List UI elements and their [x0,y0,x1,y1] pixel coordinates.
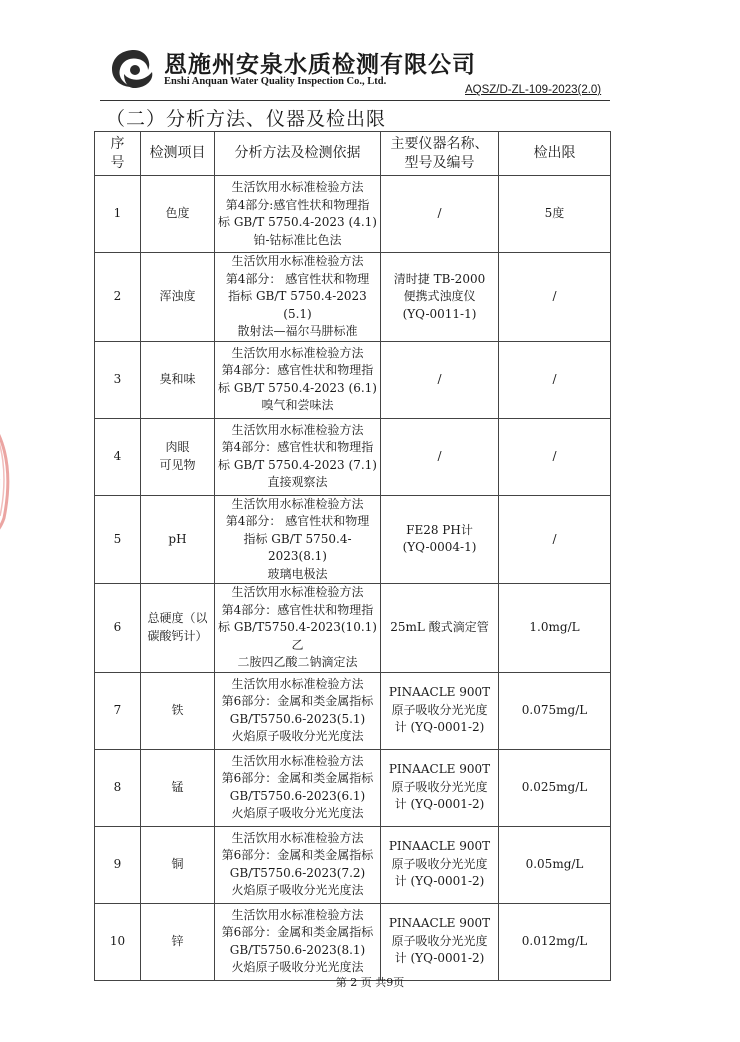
header-method: 分析方法及检测依据 [215,132,381,176]
analysis-methods-table [94,131,611,981]
cell-instrument: PINAACLE 900T 原子吸收分光光度 计 (YQ-0001-2) [381,749,499,826]
header-no: 序 号 [95,132,141,176]
cell-item: 浑浊度 [141,253,215,342]
cell-limit: 0.05mg/L [499,826,611,903]
cell-limit: 5度 [499,176,611,253]
company-name-en: Enshi Anquan Water Quality Inspection Co., Ltd. [164,76,387,87]
cell-no: 5 [95,495,141,584]
cell-instrument: / [381,176,499,253]
header-item: 检测项目 [141,132,215,176]
header-instrument: 主要仪器名称、 型号及编号 [381,132,499,176]
cell-instrument: / [381,418,499,495]
cell-method: 生活饮用水标准检验方法 第4部分： 感官性状和物理 指标 GB/T 5750.4-2023 (5.1) 散射法—福尔马肼标准 [215,253,381,342]
cell-no: 10 [95,903,141,980]
table-row [95,176,611,253]
table-row [95,495,611,584]
cell-instrument: 25mL 酸式滴定管 [381,584,499,673]
cell-item: 臭和味 [141,341,215,418]
cell-method: 生活饮用水标准检验方法 第6部分：金属和类金属指标 GB/T5750.6-2023(6.1) 火焰原子吸收分光光度法 [215,749,381,826]
table-row [95,672,611,749]
table-row [95,903,611,980]
cell-method: 生活饮用水标准检验方法 第4部分： 感官性状和物理 指标 GB/T 5750.4-2023(8.1) 玻璃电极法 [215,495,381,584]
cell-item: 色度 [141,176,215,253]
svg-text:测 [0,477,1,491]
cell-method: 生活饮用水标准检验方法 第6部分：金属和类金属指标 GB/T5750.6-2023(7.2) 火焰原子吸收分光光度法 [215,826,381,903]
cell-no: 1 [95,176,141,253]
table-row [95,253,611,342]
cell-method: 生活饮用水标准检验方法 第6部分：金属和类金属指标 GB/T5750.6-2023(8.1) 火焰原子吸收分光光度法 [215,903,381,980]
table-row [95,749,611,826]
table-row [95,341,611,418]
cell-no: 8 [95,749,141,826]
page-footer: 第 2 页 共9页 [335,976,405,989]
cell-method: 生活饮用水标准检验方法 第4部分：感官性状和物理指 标 GB/T5750.4-2023(10.1)乙 二胺四乙酸二钠滴定法 [215,584,381,673]
cell-no: 4 [95,418,141,495]
cell-limit: / [499,418,611,495]
cell-instrument: PINAACLE 900T 原子吸收分光光度 计 (YQ-0001-2) [381,826,499,903]
table-row [95,826,611,903]
cell-item: 肉眼 可见物 [141,418,215,495]
cell-limit: / [499,253,611,342]
cell-item: 铜 [141,826,215,903]
company-logo-icon [108,46,160,90]
cell-no: 2 [95,253,141,342]
cell-item: 锌 [141,903,215,980]
cell-no: 7 [95,672,141,749]
cell-limit: 1.0mg/L [499,584,611,673]
cell-limit: 0.012mg/L [499,903,611,980]
header-limit: 检出限 [499,132,611,176]
cell-method: 生活饮用水标准检验方法 第4部分:感官性状和物理指 标 GB/T 5750.4-2023 (4.1) 铂-钴标准比色法 [215,176,381,253]
cell-instrument: / [381,341,499,418]
cell-limit: 0.075mg/L [499,672,611,749]
cell-instrument: PINAACLE 900T 原子吸收分光光度 计 (YQ-0001-2) [381,903,499,980]
header-divider [100,100,610,101]
table-row [95,584,611,673]
company-name-cn: 恩施州安泉水质检测有限公司 [164,51,476,78]
cell-limit: 0.025mg/L [499,749,611,826]
seal-stamp-icon [0,398,22,546]
cell-item: 总硬度（以 碳酸钙计） [141,584,215,673]
cell-method: 生活饮用水标准检验方法 第6部分：金属和类金属指标 GB/T5750.6-2023(5.1) 火焰原子吸收分光光度法 [215,672,381,749]
cell-item: 铁 [141,672,215,749]
cell-no: 6 [95,584,141,673]
cell-instrument: PINAACLE 900T 原子吸收分光光度 计 (YQ-0001-2) [381,672,499,749]
cell-method: 生活饮用水标准检验方法 第4部分：感官性状和物理指 标 GB/T 5750.4-2023 (6.1) 嗅气和尝味法 [215,341,381,418]
cell-limit: / [499,495,611,584]
cell-no: 9 [95,826,141,903]
cell-limit: / [499,341,611,418]
document-code: AQSZ/D-ZL-109-2023(2.0) [465,84,602,96]
cell-instrument: 清时捷 TB-2000 便携式浊度仪 (YQ-0011-1) [381,253,499,342]
cell-instrument: FE28 PH计 (YQ-0004-1) [381,495,499,584]
cell-item: pH [141,495,215,584]
table-header-row [95,132,611,176]
table-row [95,418,611,495]
cell-method: 生活饮用水标准检验方法 第4部分：感官性状和物理指 标 GB/T 5750.4-2023 (7.1) 直接观察法 [215,418,381,495]
section-title: （二）分析方法、仪器及检出限 [106,108,387,130]
cell-no: 3 [95,341,141,418]
cell-item: 锰 [141,749,215,826]
